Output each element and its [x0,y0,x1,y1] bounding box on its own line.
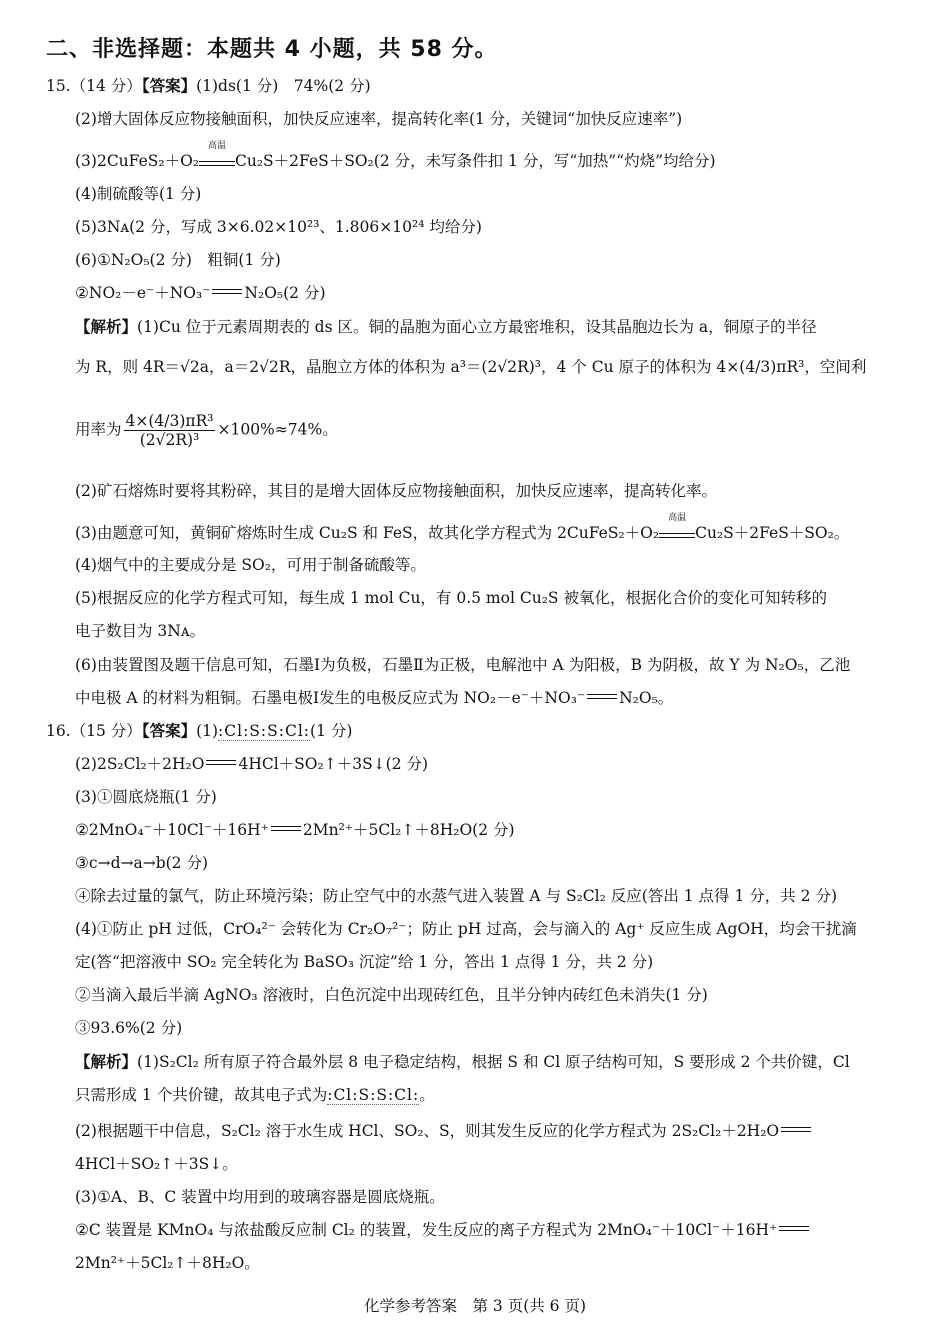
q16-answer-4d: ③93.6%(2 分) [75,1019,183,1037]
q15-answer-3 [75,141,716,172]
equation-right: N₂O₅(2 分) [244,284,326,302]
q15-analysis-1b: 为 R，则 4R＝√2a，a＝2√2R，晶胞立方体的体积为 a³＝(2√2R)³，4 个 Cu 原子的体积为 4×(4/3)πR³，空间利 [75,358,867,376]
equals-bar [781,1127,811,1132]
q15-analysis-label: 【解析】 [75,317,138,336]
page-footer: 化学参考答案 第 3 页(共 6 页) [363,1297,587,1315]
q15-answer-label: 【答案】 [141,76,197,95]
q16-analysis-2b: 4HCl＋SO₂↑＋3S↓。 [75,1155,238,1173]
q15-analysis-5b: 电子数目为 3Nᴀ。 [75,622,206,640]
q16-analysis-3b: ②C 装置是 KMnO₄ 与浓盐酸反应制 Cl₂ 的装置，发生反应的离子方程式为 2MnO₄⁻＋10Cl⁻＋16H⁺ [75,1219,811,1241]
q16-answer-4a: (4)①防止 pH 过低，CrO₄²⁻ 会转化为 Cr₂O₇²⁻；防止 pH 过高，会与滴入的 Ag⁺ 反应生成 AgOH，均会干扰滴 [75,920,857,938]
q16-analysis-1a: 【解析】(1)S₂Cl₂ 所有原子符合最外层 8 电子稳定结构，根据 S 和 Cl 原子结构可知，S 要形成 2 个共价键，Cl [75,1052,850,1071]
q15-eq-left: (3)2CuFeS₂＋O₂ [75,152,199,170]
q15-header [46,75,371,97]
q16-analysis-label: 【解析】 [75,1052,138,1071]
reaction-condition: 高温 [659,523,695,538]
equals-bar [779,1226,809,1231]
q15-analysis-2: (2)矿石熔炼时要将其粉碎，其目的是增大固体反应物接触面积，加快反应速率，提高转化率。 [75,482,717,500]
space-utilization-fraction: $\frac{\text{4×(4/3)πR³}}{\text{(2√2R)³}}$ [125,412,214,449]
equals-bar [271,826,301,831]
q15-answer-2: (2)增大固体反应物接触面积，加快反应速率，提高转化率(1 分，关键词“加快反应速率”) [75,110,683,128]
q15-analysis-1c: 用率为 $\frac{\text{4×(4/3)πR³}}{\text{(2√2R)³}}$ ×100%≈74%。 [75,412,338,449]
equals-bar [587,694,617,699]
q15-analysis-5a: (5)根据反应的化学方程式可知，每生成 1 mol Cu，有 0.5 mol Cu₂S 被氧化，根据化合价的变化可知转移的 [75,589,827,607]
q16-answer-4b: 定(答“把溶液中 SO₂ 完全转化为 BaSO₃ 沉淀”给 1 分，答出 1 点得 1 分，共 2 分) [75,953,654,971]
q16-analysis-1b: 只需形成 1 个共价键，故其电子式为:Cl:S:S:Cl:。 [75,1086,435,1104]
q15-answer-5: (5)3Nᴀ(2 分，写成 3×6.02×10²³、1.806×10²⁴ 均给分) [75,218,482,236]
q15-analysis-3: (3)由题意可知，黄铜矿熔炼时生成 Cu₂S 和 FeS，故其化学方程式为 2CuFeS₂＋O₂ 高温 Cu₂S＋2FeS＋SO₂。 [75,513,850,542]
q16-analysis-3c: 2Mn²⁺＋5Cl₂↑＋8H₂O。 [75,1254,260,1272]
q16-answer-3c: ③c→d→a→b(2 分) [75,854,209,872]
q16-number: 16.（15 分） [46,722,142,740]
electron-formula: :Cl:S:S:Cl: [327,1086,420,1104]
q15-answer-1: (1)ds(1 分) 74%(2 分) [196,77,371,95]
q16-answer-3b: ②2MnO₄⁻＋10Cl⁻＋16H⁺ 2Mn²⁺＋5Cl₂↑＋8H₂O(2 分) [75,821,515,839]
q15-eq-right: Cu₂S＋2FeS＋SO₂(2 分，未写条件扣 1 分，写“加热”“灼烧”均给分) [235,152,716,170]
q16-answer-4c: ②当滴入最后半滴 AgNO₃ 溶液时，白色沉淀中出现砖红色，且半分钟内砖红色未消失(1 分) [75,986,708,1004]
equation-left: ②NO₂－e⁻＋NO₃⁻ [75,284,211,302]
q16-answer-3: (3)①圆底烧瓶(1 分) [75,788,217,806]
q15-analysis-1a: 【解析】(1)Cu 位于元素周期表的 ds 区。铜的晶胞为面心立方最密堆积，设其晶胞边长为 a，铜原子的半径 [75,317,817,336]
electron-formula: :Cl:S:S:Cl: [218,722,311,740]
q15-analysis-6a: (6)由装置图及题干信息可知，石墨Ⅰ为负极，石墨Ⅱ为正极，电解池中 A 为阳极，B 为阴极，故 Y 为 N₂O₅，乙池 [75,656,851,674]
reaction-condition: 高温 [199,151,235,166]
q15-analysis-4: (4)烟气中的主要成分是 SO₂，可用于制备硫酸等。 [75,556,426,574]
q16-header: 16.（15 分）【答案】(1):Cl:S:S:Cl:(1 分) [46,721,353,740]
equals-bar [206,760,236,765]
q15-answer-6: (6)①N₂O₅(2 分) 粗铜(1 分) [75,251,281,269]
q15-number: 15.（14 分） [46,77,142,95]
section-title: 二、非选择题：本题共 4 小题，共 58 分。 [46,37,498,62]
q16-answer-2: (2)2S₂Cl₂＋2H₂O 4HCl＋SO₂↑＋3S↓(2 分) [75,755,429,773]
q15-answer-6b [75,282,326,304]
q16-answer-label: 【答案】 [141,721,197,740]
q16-answer-3d: ④除去过量的氯气，防止环境污染；防止空气中的水蒸气进入装置 A 与 S₂Cl₂ 反应(答出 1 点得 1 分，共 2 分) [75,887,838,905]
q15-answer-4: (4)制硫酸等(1 分) [75,185,202,203]
equals-bar [212,289,242,294]
q16-analysis-2a: (2)根据题干中信息，S₂Cl₂ 溶于水生成 HCl、SO₂、S，则其发生反应的化学方程式为 2S₂Cl₂＋2H₂O [75,1120,813,1142]
q16-analysis-3: (3)①A、B、C 装置中均用到的玻璃容器是圆底烧瓶。 [75,1188,445,1206]
q15-analysis-6b: 中电极 A 的材料为粗铜。石墨电极Ⅰ发生的电极反应式为 NO₂－e⁻＋NO₃⁻ N₂O₅。 [75,689,674,707]
